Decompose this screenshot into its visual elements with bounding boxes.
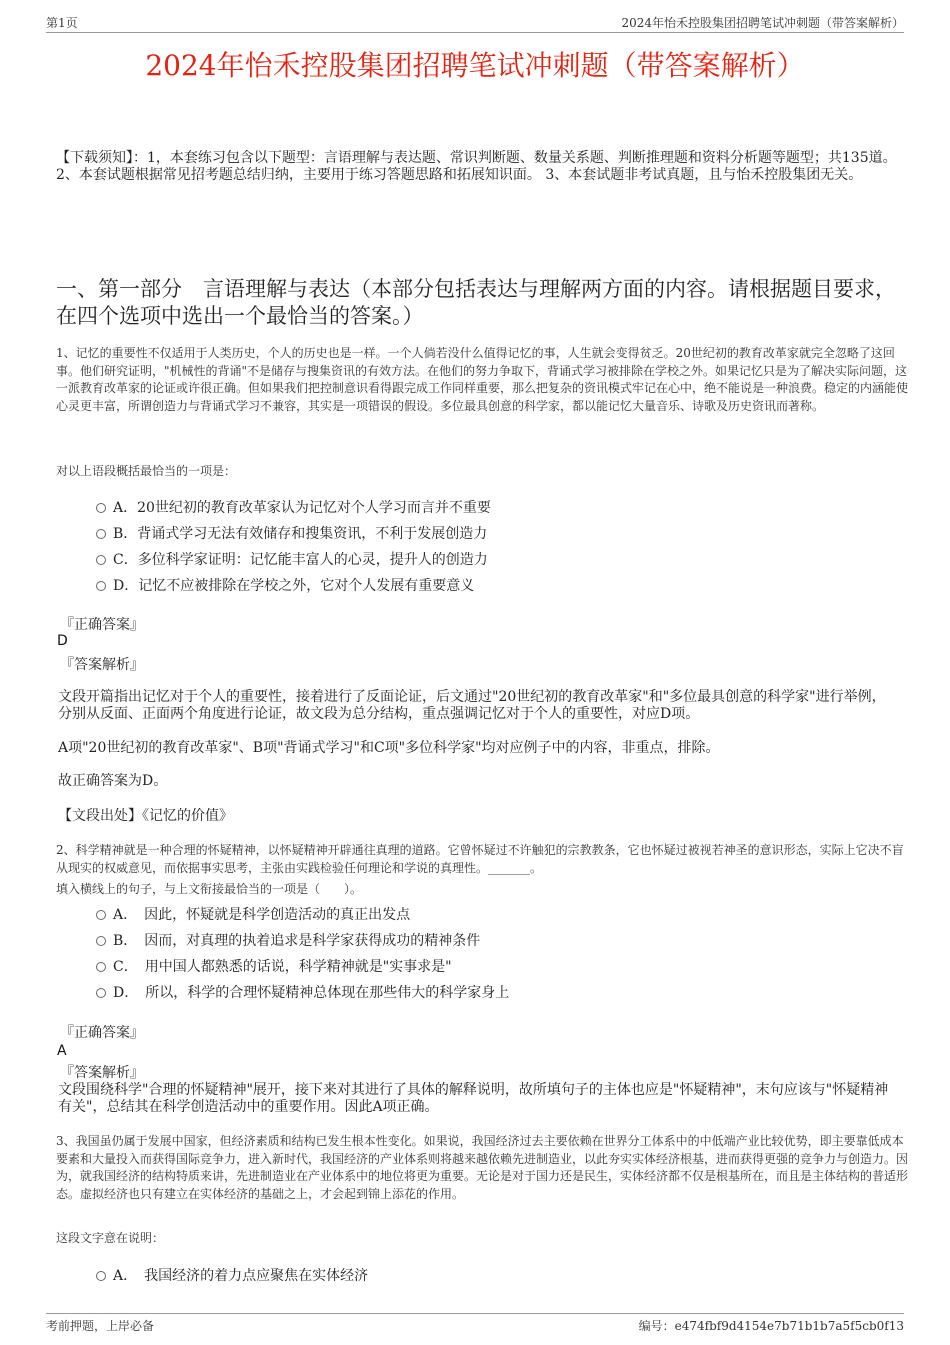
question-3-stem: 3、我国虽仍属于发展中国家，但经济素质和结构已发生根本性变化。如果说，我国经济过去主要依赖在世界分工体系中的中低端产业比较优势，即主要靠低成本要素和大量投入而获得国际竞争力，进入新时代，我国经济的产业体系则将越来越依赖先进制造业，以此夯实实体经济根基，进而获得更强的竞争力与创造力。因为，就我国经济的结构特质来讲，先进制造业在产业体系中的地位将更为重要。无论是对于国力还是民生，实体经济都不仅是根基所在，而且是主体结构的普适形态。虚拟经济也只有建立在实体经济的基础之上，才会起到锦上添花的作用。 bbox=[56, 1134, 909, 1202]
question-1-answer: D bbox=[57, 633, 68, 649]
header-doc-title: 2024年怡禾控股集团招聘笔试冲刺题（带答案解析） bbox=[621, 16, 904, 30]
question-1-option-a[interactable]: A．20世纪初的教育改革家认为记忆对个人学习而言并不重要 bbox=[96, 497, 491, 517]
question-1-option-d[interactable]: D．记忆不应被排除在学校之外，它对个人发展有重要意义 bbox=[96, 575, 474, 595]
page-title: 2024年怡禾控股集团招聘笔试冲刺题（带答案解析） bbox=[145, 49, 805, 82]
question-1-option-b[interactable]: B．背诵式学习无法有效储存和搜集资讯，不利于发展创造力 bbox=[96, 523, 487, 543]
radio-icon[interactable] bbox=[96, 962, 106, 972]
question-2-option-c[interactable]: C． 用中国人都熟悉的话说，科学精神就是"实事求是" bbox=[96, 956, 452, 976]
question-1-stem: 1、记忆的重要性不仅适用于人类历史，个人的历史也是一样。一个人倘若没什么值得记忆的事，人生就会变得贫乏。20世纪初的教育改革家就完全忽略了这回事。他们研究证明，"机械性的背诵"不是储存与搜集资讯的有效方法。在他们的努力争取下，背诵式学习被排除在学校之外。如果记忆只是为了解决实际问题，这一派教育改革家的论证或许很正确。但如果我们把控制意识看得跟完成工作同样重要，那么把复杂的资讯模式牢记在心中，绝不能说是一种浪费。稳定的内涵能使心灵更丰富，所谓创造力与背诵式学习不兼容，其实是一项错误的假设。多位最具创意的科学家，都以能记忆大量音乐、诗歌及历史资讯而著称。 bbox=[56, 346, 909, 414]
question-1-analysis-1: 文段开篇指出记忆对于个人的重要性，接着进行了反面论证，后文通过"20世纪初的教育改革家"和"多位最具创意的科学家"进行举例，分别从反面、正面两个角度进行论证，故文段为总分结构，重点强调记忆对于个人的重要性，对应D项。 bbox=[58, 689, 886, 722]
download-notice: 【下载须知】：1，本套练习包含以下题型：言语理解与表达题、常识判断题、数量关系题、判断推理题和资料分析题等题型；共135道。 2、本套试题根据常见招考题总结归纳，主要用于练习答题思路和拓展知识面。 3、本套试题非考试真题，且与怡禾控股集团无关。 bbox=[56, 150, 897, 183]
radio-icon[interactable] bbox=[96, 936, 106, 946]
radio-icon[interactable] bbox=[96, 529, 106, 539]
page-footer bbox=[46, 1313, 904, 1334]
question-2-answer-label: 『正确答案』 bbox=[60, 1025, 144, 1041]
question-2-analysis-label: 『答案解析』 bbox=[60, 1065, 144, 1081]
question-1-answer-label: 『正确答案』 bbox=[60, 617, 144, 633]
question-2-answer: A bbox=[57, 1043, 67, 1059]
question-2-option-b[interactable]: B． 因而，对真理的执着追求是科学家获得成功的精神条件 bbox=[96, 930, 480, 950]
question-1-option-c[interactable]: C．多位科学家证明：记忆能丰富人的心灵，提升人的创造力 bbox=[96, 549, 488, 569]
question-1-source: 【文段出处】《记忆的价值》 bbox=[58, 808, 233, 824]
question-3-prompt: 这段文字意在说明： bbox=[56, 1231, 165, 1245]
radio-icon[interactable] bbox=[96, 1271, 106, 1281]
radio-icon[interactable] bbox=[96, 910, 106, 920]
radio-icon[interactable] bbox=[96, 581, 106, 591]
radio-icon[interactable] bbox=[96, 503, 106, 513]
question-1-analysis-3: 故正确答案为D。 bbox=[58, 773, 168, 789]
footer-slogan: 考前押题，上岸必备 bbox=[46, 1319, 155, 1333]
radio-icon[interactable] bbox=[96, 555, 106, 565]
question-2-analysis: 文段围绕科学"合理的怀疑精神"展开，接下来对其进行了具体的解释说明，故所填句子的主体也应是"怀疑精神"，末句应该与"怀疑精神有关"，总结其在科学创造活动中的重要作用。因此A项正确。 bbox=[58, 1082, 889, 1115]
question-2-prompt: 填入横线上的句子，与上文衔接最恰当的一项是（ ）。 bbox=[56, 882, 363, 896]
question-2-stem: 2、科学精神就是一种合理的怀疑精神，以怀疑精神开辟通往真理的道路。它曾怀疑过不许触犯的宗教教条，它也怀疑过被视若神圣的意识形态，实际上它决不盲从现实的权威意见，而依据事实思考，主张由实践检验任何理论和学说的真理性。_______。 bbox=[56, 843, 904, 875]
question-1-analysis-2: A项"20世纪初的教育改革家"、B项"背诵式学习"和C项"多位科学家"均对应例子中的内容，非重点，排除。 bbox=[58, 740, 720, 756]
page-number: 第1页 bbox=[46, 16, 78, 30]
question-1-analysis-label: 『答案解析』 bbox=[60, 657, 144, 673]
question-2-option-d[interactable]: D． 所以，科学的合理怀疑精神总体现在那些伟大的科学家身上 bbox=[96, 982, 509, 1002]
page-header bbox=[46, 14, 904, 33]
footer-doc-id: 编号：e474fbf9d4154e7b71b1b7a5f5cb0f13 bbox=[638, 1319, 904, 1333]
section-heading: 一、第一部分 言语理解与表达（本部分包括表达与理解两方面的内容。请根据题目要求，在四个选项中选出一个最恰当的答案。） bbox=[56, 277, 896, 328]
question-1-prompt: 对以上语段概括最恰当的一项是： bbox=[56, 464, 237, 478]
radio-icon[interactable] bbox=[96, 988, 106, 998]
question-2-option-a[interactable]: A． 因此，怀疑就是科学创造活动的真正出发点 bbox=[96, 904, 410, 924]
question-3-option-a[interactable]: A． 我国经济的着力点应聚焦在实体经济 bbox=[96, 1265, 368, 1285]
